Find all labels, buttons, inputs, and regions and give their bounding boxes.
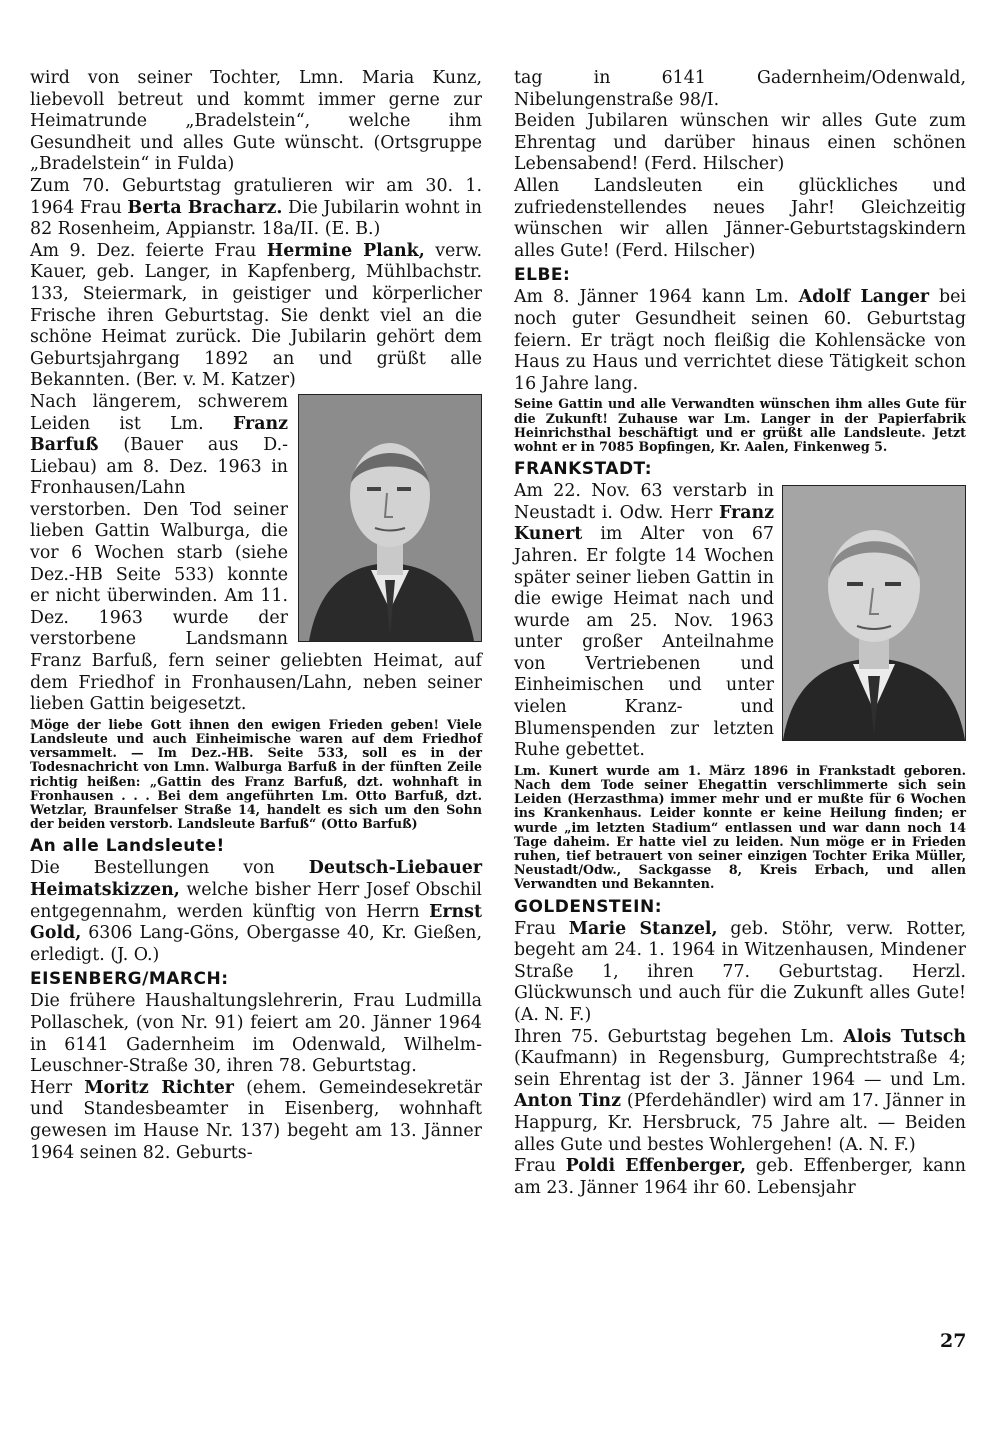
portrait-photo-barfuss: [298, 394, 482, 642]
note-langer: Seine Gattin und alle Verwandten wünschen ihm alles Gute für die Zukunft! Zuhause war Lm. Langer in der Papierfabrik Heinrichsthal beschäftigt und er grüßt alle Landsleute. Jetzt wohnt er in 7085 Bopfingen, Kr. Aalen, Finkenweg 5.: [514, 396, 966, 454]
paragraph-kunz: wird von seiner Tochter, Lmn. Maria Kunz, liebevoll betreut und kommt immer gerne zur Heimatrunde „Bradelstein“, welche ihm Gesundheit und alles Gute wünscht. (Ortsgruppe „Bradelstein“ in Fulda): [30, 68, 482, 175]
paragraph-barfuss: Nach längerem, schwerem Leiden ist Lm. Franz Barfuß (Bauer aus D.-Liebau) am 8. Dez. 1963 in Fronhausen/Lahn verstorben. Den Tod seiner lieben Gattin Walburga, die vor 6 Wochen starb (siehe Dez.-HB Seite 533) konnte er nicht überwinden. Am 11. Dez. 1963 wurde der verstorbene Landsmann Franz Barfuß, fern seiner geliebten Heimat, auf dem Friedhof in Fronhausen/Lahn, neben seiner lieben Gattin beigesetzt.: [30, 391, 482, 715]
paragraph-bracharz: Zum 70. Geburtstag gratulieren wir am 30. 1. 1964 Frau Berta Bracharz. Die Jubilarin wohnt in 82 Rosenheim, Appianstr. 18a/II. (E. B.): [30, 175, 482, 240]
heading-frankstadt: FRANKSTADT:: [514, 459, 653, 480]
paragraph-langer: Am 8. Jänner 1964 kann Lm. Adolf Langer bei noch guter Gesundheit seinen 60. Geburtstag feiern. Er trägt noch fleißig die Kohlensäcke von Haus zu Haus und verrichtet diese Tätigkeit schon 16 Jahre lang.: [514, 287, 967, 394]
paragraph-gadernheim: tag in 6141 Gadernheim/Odenwald, Nibelungenstraße 98/I.: [514, 68, 966, 110]
note-kunert: Lm. Kunert wurde am 1. März 1896 in Frankstadt geboren. Nach dem Tode seiner Ehegattin verschlimmerte sich sein Leiden (Herzasthma) immer mehr und er mußte für 6 Wochen ins Krankenhaus. Leider konnte er keine Heilung finden; er wurde „im letzten Stadium“ entlassen und war dann noch 14 Tage daheim. Er hatte viel zu leiden. Nun möge er in Frieden ruhen, tief betrauert von seiner einzigen Tochter Erika Müller, Neustadt/Odw., Sackgasse 8, Kreis Erbach, und allen Verwandten und Bekannten.: [514, 762, 966, 892]
paragraph-stanzel: Frau Marie Stanzel, geb. Stöhr, verw. Rotter, begeht am 24. 1. 1964 in Witzenhausen, Mindener Straße 1, ihren 77. Geburtstag. Herzl. Glückwunsch und auch für die Zukunft alles Gute! (A. N. F.): [514, 918, 966, 1026]
left-column: [30, 68, 482, 1164]
portrait-photo-kunert: [782, 485, 966, 741]
paragraph-neues-jahr: Allen Landsleuten ein glückliches und zufriedenstellendes neues Jahr! Gleichzeitig wünschen wir allen Jänner-Geburtstagskindern alles Gute! (Ferd. Hilscher): [514, 175, 966, 261]
paragraph-pollaschek: Die frühere Haushaltungslehrerin, Frau Ludmilla Pollaschek, (von Nr. 91) feiert am 20. Jänner 1964 in 6141 Gadernheim im Odenwald, Wilhelm-Leuschner-Straße 30, ihren 78. Geburtstag.: [30, 991, 482, 1077]
note-barfuss: Möge der liebe Gott ihnen den ewigen Frieden geben! Viele Landsleute und auch Einheimische waren auf dem Friedhof versammelt. — Im Dez.-HB. Seite 533, soll es in der Todesnachricht von Lmn. Walburga Barfuß in der fünften Zeile richtig heißen: „Gattin des Franz Barfuß, dzt. wohnhaft in Fronhausen . . . Bei dem angeführten Lm. Otto Barfuß, dzt. Wetzlar, Braunfelser Straße 14, handelt es sich um den Sohn der beiden verstorb. Landsleute Barfuß“ (Otto Barfuß): [30, 716, 482, 832]
paragraph-kunert: Am 22. Nov. 63 verstarb in Neustadt i. Odw. Herr Franz Kunert im Alter von 67 Jahren. Er folgte 14 Wochen später seiner lieben Gattin in die ewige Heimat nach und wurde am 25. Nov. 1963 unter großer Anteilnahme von Vertriebenen und Einheimischen und unter vielen Kranz- und Blumenspenden zur letzten Ruhe gebettet.: [514, 481, 774, 761]
portrait-barfuss-image: [299, 395, 481, 641]
paragraph-richter: Herr Moritz Richter (ehem. Gemeindesekretär und Standesbeamter in Eisenberg, wohnhaft gewesen im Hause Nr. 137) begeht am 13. Jänner 1964 seinen 82. Geburts-: [30, 1077, 482, 1163]
page-number: 27: [940, 1330, 967, 1352]
heading-eisenberg-march: EISENBERG/MARCH:: [30, 969, 229, 990]
paragraph-jubilaren: Beiden Jubilaren wünschen wir alles Gute zum Ehrentag und darüber hinaus einen schönen Lebensabend! (Ferd. Hilscher): [514, 111, 966, 175]
paragraph-heimatskizzen: Die Bestellungen von Deutsch-Liebauer Heimatskizzen, welche bisher Herr Josef Obschil entgegennahm, werden künftig von Herrn Ernst Gold, 6306 Lang-Göns, Obergasse 40, Kr. Gießen, erledigt. (J. O.): [30, 858, 482, 965]
portrait-kunert-image: [783, 486, 965, 740]
paragraph-tutsch-tinz: Ihren 75. Geburtstag begehen Lm. Alois Tutsch (Kaufmann) in Regensburg, Gumprechtstraße 4; sein Ehrentag ist der 3. Jänner 1964 — und Lm. Anton Tinz (Pferdehändler) wird am 17. Jänner in Happurg, Kr. Hersbruck, 75 Jahre alt. — Beiden alles Gute und bestes Wohlergehen! (A. N. F.): [514, 1026, 966, 1155]
heading-goldenstein: GOLDENSTEIN:: [514, 896, 662, 917]
paragraph-effenberger: Frau Poldi Effenberger, geb. Effenberger, kann am 23. Jänner 1964 ihr 60. Lebensjahr: [514, 1156, 966, 1198]
heading-elbe: ELBE:: [514, 265, 571, 286]
right-column: [514, 68, 966, 1199]
heading-an-alle-landsleute: An alle Landsleute!: [30, 836, 225, 857]
paragraph-plank: Am 9. Dez. feierte Frau Hermine Plank, verw. Kauer, geb. Langer, in Kapfenberg, Mühlbachstr. 133, Steiermark, in geistiger und körperlicher Frische ihren Geburtstag. Sie denkt viel an die schöne Heimat zurück. Die Jubilarin gehört dem Geburtsjahrgang 1892 an und grüßt alle Bekannten. (Ber. v. M. Katzer): [30, 240, 482, 391]
